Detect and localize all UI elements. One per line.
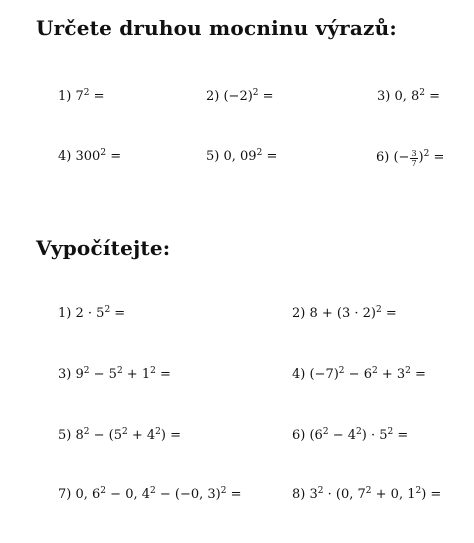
exercise-exponent: 2 (100, 486, 107, 496)
exercise-base: (−2) (223, 89, 253, 104)
expr-part: = (226, 487, 242, 502)
exercise-1-2 (206, 89, 274, 105)
exercise-2-1 (58, 306, 125, 322)
exercise-label: 5) (58, 428, 72, 443)
section-title-calculate: Vypočítejte: (36, 236, 171, 260)
expr-part: = (110, 306, 126, 321)
exercise-equals: = (429, 89, 441, 104)
expr-part: · (0, 7 (323, 487, 366, 502)
exercise-2-3 (58, 367, 171, 383)
exercise-label: 3) (58, 367, 72, 382)
exercise-exponent: 2 (83, 366, 90, 376)
expr-part: 3 (309, 487, 318, 502)
exercise-2-6 (292, 428, 408, 444)
expr-part: = (410, 367, 426, 382)
expr-part: ) = (421, 487, 442, 502)
expr-part: − (−0, 3) (155, 487, 221, 502)
exercise-label: 1) (58, 89, 72, 104)
exercise-1-3 (377, 89, 440, 105)
expr-part: + 1 (122, 367, 151, 382)
expr-part: 0, 6 (75, 487, 101, 502)
exercise-exponent: 2 (365, 486, 372, 496)
exercise-exponent: 2 (371, 366, 378, 376)
exercise-exponent: 2 (356, 427, 362, 437)
expr-part: 8 (75, 428, 84, 443)
exercise-exponent: 2 (419, 88, 426, 98)
exercise-exponent: 2 (252, 88, 259, 98)
exercise-exponent: 2 (322, 427, 329, 437)
expr-part: − (5 (89, 428, 122, 443)
exercise-exponent: 2 (155, 427, 161, 437)
exercise-label: 3) (377, 89, 391, 104)
exercise-exponent: 2 (104, 305, 111, 315)
expr-part: = (155, 367, 171, 382)
exercise-exponent: 2 (83, 88, 90, 98)
expr-part: 8 + (3 · 2) (309, 306, 376, 321)
exercise-1-4 (58, 149, 121, 165)
exercise-base: 300 (75, 149, 101, 164)
exercise-exponent: 2 (220, 486, 227, 496)
exercise-label: 6) (292, 428, 306, 443)
exercise-label: 1) (58, 306, 72, 321)
expr-part: − 0, 4 (106, 487, 150, 502)
exercise-open-paren: (− (393, 150, 410, 165)
expr-part: = (393, 428, 409, 443)
expr-part: (6 (309, 428, 323, 443)
exercise-close-paren: ) (418, 150, 424, 165)
exercise-exponent: 2 (338, 366, 345, 376)
exercise-equals: = (93, 89, 105, 104)
exercise-label: 2) (206, 89, 220, 104)
exercise-label: 8) (292, 487, 306, 502)
exercise-exponent: 2 (415, 486, 422, 496)
exercise-exponent: 2 (150, 366, 156, 376)
exercise-exponent: 2 (387, 427, 394, 437)
exercise-exponent: 2 (405, 366, 411, 376)
exercise-label: 7) (58, 487, 72, 502)
exercise-exponent: 2 (100, 148, 107, 158)
exercise-exponent: 2 (122, 427, 128, 437)
exercise-exponent: 2 (150, 486, 156, 496)
exercise-2-5 (58, 428, 181, 444)
exercise-exponent: 2 (317, 486, 324, 496)
exercise-2-2 (292, 306, 397, 322)
exercise-base: 7 (75, 89, 84, 104)
expr-part: 2 · 5 (75, 306, 105, 321)
exercise-exponent: 2 (376, 305, 382, 315)
exercise-label: 5) (206, 149, 220, 164)
exercise-exponent: 2 (116, 366, 123, 376)
expr-part: 9 (75, 367, 84, 382)
expr-part: − 5 (89, 367, 117, 382)
fraction (410, 149, 417, 168)
fraction-denominator: 7 (411, 159, 417, 168)
exercise-2-7 (58, 487, 242, 503)
exercise-1-6 (376, 149, 444, 168)
exercise-exponent: 2 (83, 427, 90, 437)
fraction-numerator: 3 (411, 149, 417, 158)
exercise-base: 0, 8 (394, 89, 420, 104)
expr-part: (−7) (309, 367, 339, 382)
exercise-1-1 (58, 89, 105, 105)
exercise-2-4 (292, 367, 426, 383)
exercise-1-5 (206, 149, 277, 165)
expr-part: + 3 (377, 367, 406, 382)
expr-part: − 4 (328, 428, 356, 443)
exercise-exponent: 2 (423, 149, 430, 159)
exercise-exponent: 2 (256, 148, 263, 158)
exercise-2-8 (292, 487, 441, 503)
exercise-label: 6) (376, 150, 390, 165)
expr-part: − 6 (344, 367, 372, 382)
exercise-label: 2) (292, 306, 306, 321)
exercise-equals: = (110, 149, 122, 164)
exercise-equals: = (262, 89, 274, 104)
exercise-label: 4) (292, 367, 306, 382)
expr-part: ) · 5 (361, 428, 388, 443)
expr-part: = (381, 306, 397, 321)
expr-part: + 0, 1 (371, 487, 416, 502)
section-title-squares: Určete druhou mocninu výrazů: (36, 16, 397, 40)
exercise-equals: = (433, 150, 445, 165)
exercise-label: 4) (58, 149, 72, 164)
expr-part: + 4 (127, 428, 156, 443)
exercise-base: 0, 09 (223, 149, 257, 164)
expr-part: ) = (160, 428, 182, 443)
exercise-equals: = (266, 149, 278, 164)
